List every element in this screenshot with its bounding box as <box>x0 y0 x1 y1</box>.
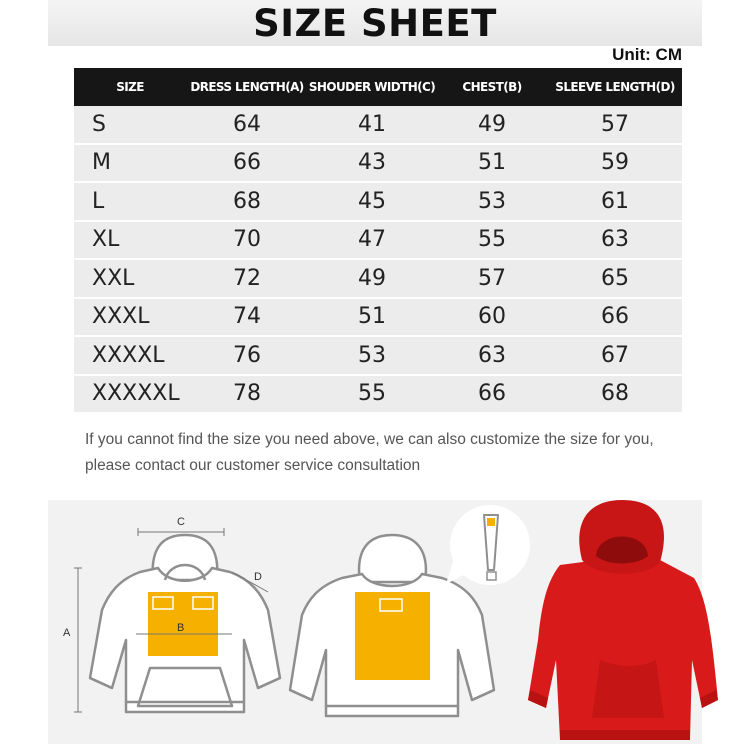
dress-length-cell: 74 <box>186 298 308 337</box>
size-cell: XXL <box>74 259 186 298</box>
shoulder-width-cell: 45 <box>308 182 436 221</box>
sleeve-length-cell: 61 <box>548 182 682 221</box>
chest-cell: 57 <box>436 259 548 298</box>
shoulder-width-cell: 53 <box>308 336 436 375</box>
sleeve-length-cell: 66 <box>548 298 682 337</box>
header-chest: CHEST(B) <box>436 68 548 106</box>
dress-length-cell: 70 <box>186 221 308 260</box>
size-cell: S <box>74 106 186 144</box>
chest-cell: 51 <box>436 144 548 183</box>
size-cell: XXXXXL <box>74 375 186 414</box>
page-title: SIZE SHEET <box>253 1 497 45</box>
dress-length-cell: 78 <box>186 375 308 414</box>
sleeve-length-cell: 63 <box>548 221 682 260</box>
size-cell: L <box>74 182 186 221</box>
shoulder-width-cell: 47 <box>308 221 436 260</box>
sleeve-length-cell: 67 <box>548 336 682 375</box>
shoulder-width-cell: 41 <box>308 106 436 144</box>
shoulder-width-cell: 43 <box>308 144 436 183</box>
size-cell: XXXXL <box>74 336 186 375</box>
size-cell: XXXL <box>74 298 186 337</box>
sleeve-length-cell: 65 <box>548 259 682 298</box>
label-c: C <box>177 516 185 528</box>
chest-cell: 63 <box>436 336 548 375</box>
header-size: SIZE <box>74 68 186 106</box>
dress-length-cell: 68 <box>186 182 308 221</box>
label-b: B <box>177 622 185 634</box>
note-line-2: please contact our customer service consultation <box>85 457 421 474</box>
shoulder-width-cell: 49 <box>308 259 436 298</box>
chest-cell: 60 <box>436 298 548 337</box>
red-hoodie-photo <box>528 500 718 740</box>
size-cell: M <box>74 144 186 183</box>
label-a: A <box>63 627 71 639</box>
chest-cell: 55 <box>436 221 548 260</box>
sleeve-length-cell: 59 <box>548 144 682 183</box>
sleeve-length-cell: 68 <box>548 375 682 414</box>
label-d: D <box>254 571 262 583</box>
back-panel <box>355 592 430 680</box>
chest-cell: 49 <box>436 106 548 144</box>
unit-label: Unit: CM <box>612 45 682 64</box>
header-shoulder-width: SHOUDER WIDTH(C) <box>308 68 436 106</box>
chest-cell: 66 <box>436 375 548 414</box>
chest-cell: 53 <box>436 182 548 221</box>
sleeve-length-cell: 57 <box>548 106 682 144</box>
measure-a <box>74 568 82 712</box>
header-sleeve-length: SLEEVE LENGTH(D) <box>548 68 682 106</box>
shoulder-width-cell: 55 <box>308 375 436 414</box>
dress-length-cell: 64 <box>186 106 308 144</box>
sleeve-detail-bubble <box>446 505 530 585</box>
shoulder-width-cell: 51 <box>308 298 436 337</box>
dress-length-cell: 72 <box>186 259 308 298</box>
size-cell: XL <box>74 221 186 260</box>
header-dress-length: DRESS LENGTH(A) <box>186 68 308 106</box>
dress-length-cell: 76 <box>186 336 308 375</box>
note-line-1: If you cannot find the size you need above, we can also customize the size for you, <box>85 431 654 448</box>
dress-length-cell: 66 <box>186 144 308 183</box>
